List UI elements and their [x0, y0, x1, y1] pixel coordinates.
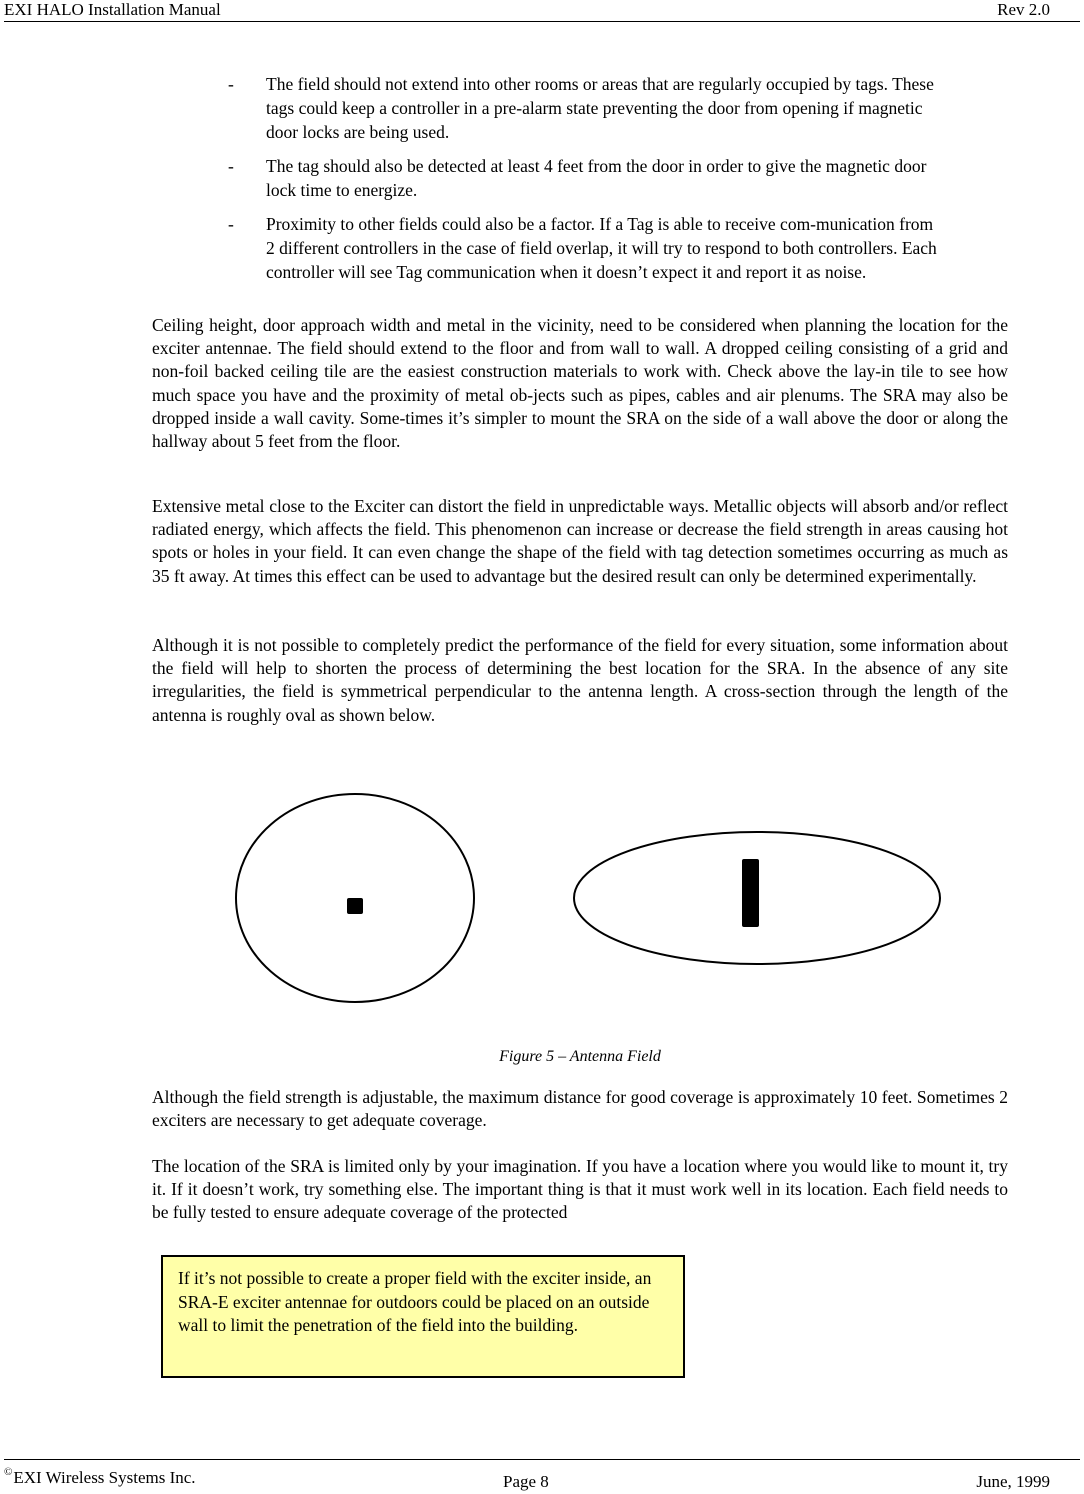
bullet-dash: - — [228, 214, 234, 234]
paragraph-metal-distortion: Extensive metal close to the Exciter can distort the field in unpredictable ways. Metallic objects will absorb and/or reflect radiated energy, which affects the field. This phenomenon can increase or decrease the field strength in areas causing hot spots or holes in your field. It can even change the shape of the field with tag detection sometimes occurring as much as 35 ft away. At times this effect can be used to advantage but the desired result can only be determined experimentally. — [152, 496, 1008, 586]
manual-title: EXI HALO Installation Manual — [4, 0, 221, 19]
page-number: Page 8 — [503, 1472, 549, 1491]
note-text: If it’s not possible to create a proper field with the exciter inside, an SRA-E exciter antennae for outdoors could be placed on an outside wall to limit the penetration of the field into the building. — [178, 1268, 652, 1335]
footer-company — [4, 1468, 196, 1488]
company-name: EXI Wireless Systems Inc. — [13, 1468, 196, 1487]
page-footer — [4, 1459, 1080, 1494]
paragraph-ceiling-height: Ceiling height, door approach width and metal in the vicinity, need to be considered when planning the location for the exciter antennae. The field should extend to the floor and from wall to wall. A dropped ceiling consisting of a grid and non-foil backed ceiling tile are the easiest construction materials to work with. Check above the lay-in tile to see how much space you have and the proximity of metal ob-jects such as pipes, cables and air plenums. The SRA may also be dropped inside a wall cavity. Some-times it’s simpler to mount the SRA on the side of a wall above the door or along the hallway about 5 feet from the floor. — [152, 315, 1008, 452]
bullet-dash: - — [228, 156, 234, 176]
bullet-text: Proximity to other fields could also be a factor. If a Tag is able to receive com-munication from 2 different controllers in the case of field overlap, it will try to respond to both controllers. Each controller will see Tag communication when it doesn’t expect it and report it as noise. — [266, 214, 937, 282]
paragraph-sra-location: The location of the SRA is limited only by your imagination. If you have a location where you would like to mount it, try it. If it doesn’t work, try something else. The important thing is that it must work well in its location. Each field needs to be fully tested to ensure adequate coverage of the protected — [152, 1156, 1008, 1223]
bullet-item — [226, 154, 946, 202]
antenna-side-view-marker — [742, 859, 759, 927]
antenna-field-figure — [0, 780, 1084, 1020]
antenna-end-view-marker — [347, 898, 363, 914]
footer-date: June, 1999 — [976, 1472, 1050, 1491]
bullet-text: The tag should also be detected at least 4 feet from the door in order to give the magnetic door lock time to energize. — [266, 156, 927, 200]
bullet-dash: - — [228, 74, 234, 94]
paragraph-field-shape: Although it is not possible to completely predict the performance of the field for every situation, some information about the field will help to shorten the process of determining the best location for the SRA. In the absence of any site irregularities, the field is symmetrical perpendicular to the antenna length. A cross-section through the length of the antenna is roughly oval as shown below. — [152, 635, 1008, 725]
revision-label: Rev 2.0 — [997, 0, 1050, 19]
figure-caption: Figure 5 – Antenna Field — [499, 1048, 661, 1065]
note-box — [161, 1255, 685, 1378]
bullet-list — [226, 72, 946, 294]
bullet-item — [226, 72, 946, 144]
bullet-text: The field should not extend into other rooms or areas that are regularly occupied by tags. These tags could keep a controller in a pre-alarm state preventing the door from opening if magnetic door locks are being used. — [266, 74, 934, 142]
page-header — [4, 0, 1080, 22]
paragraph-field-strength: Although the field strength is adjustable, the maximum distance for good coverage is approximately 10 feet. Sometimes 2 exciters are necessary to get adequate coverage. — [152, 1087, 1008, 1131]
bullet-item — [226, 212, 946, 284]
copyright-icon: © — [4, 1466, 13, 1478]
